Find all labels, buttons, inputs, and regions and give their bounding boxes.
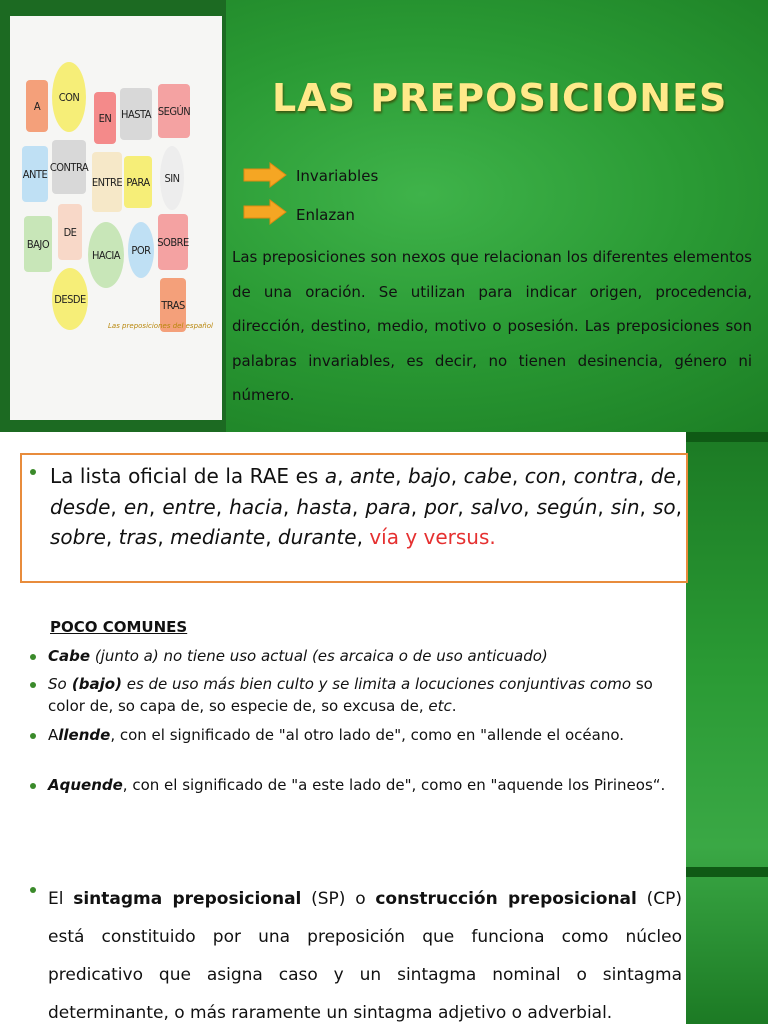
rae-preposition: por — [424, 494, 458, 519]
bullet-dot — [30, 887, 36, 893]
word-en: EN — [94, 92, 116, 144]
bullet-dot — [30, 682, 36, 688]
rae-list-text: La lista oficial de la RAE es a, ante, bajo, cabe, con, contra, de, desde, en, entre, hacia, hasta, para, por, salvo, según, sin, so, sobre, tras, mediante, durante, vía y versus. — [50, 464, 683, 549]
word-desde: DESDE — [52, 268, 88, 330]
rae-preposition: cabe — [463, 464, 512, 488]
bullet-dot — [30, 733, 36, 739]
item-keyword-initial: A — [48, 726, 59, 744]
word-para: PARA — [124, 156, 152, 208]
word-entre: ENTRE — [92, 152, 122, 212]
rae-preposition: de — [650, 464, 676, 488]
sint-rest: (CP) está constituido por una preposición que funciona como núcleo predicativo que asigna caso y un sintagma nominal o sintagma determinante, o más raramente un sintagma adjetivo o adverbial. — [48, 889, 683, 1023]
word-ante: ANTE — [22, 146, 48, 202]
rae-preposition: a — [324, 464, 338, 488]
item-desc: es de uso más bien culto y se limita a locuciones conjuntivas — [121, 675, 590, 693]
word-hacia: HACIA — [88, 222, 124, 288]
word-bajo: BAJO — [24, 216, 52, 272]
rae-preposition: para — [365, 494, 411, 519]
sintagma-paragraph — [48, 880, 682, 1032]
rae-preposition: salvo — [470, 494, 524, 519]
item-keyword: Aquende — [48, 776, 123, 794]
item-keyword-bajo: (bajo) — [66, 675, 122, 693]
rae-preposition: en — [123, 494, 149, 519]
rae-preposition: hasta — [296, 494, 352, 519]
rae-preposition: sobre — [50, 525, 106, 549]
rae-preposition: según — [536, 494, 598, 519]
rae-preposition: mediante — [170, 525, 266, 549]
rae-preposition: desde — [50, 494, 111, 519]
intro-paragraph: Las preposiciones son nexos que relacionan los diferentes elementos de una oración. Se utilizan para indicar origen, procedencia, dirección, destino, medio, motivo o posesión. Las preposiciones son palabras invariables, es decir, no tienen desinencia, género ni número. — [232, 248, 752, 404]
item-keyword: So — [48, 675, 67, 693]
top-slide — [0, 0, 768, 432]
image-caption: Las preposiciones del español — [108, 322, 213, 330]
sint-abbr: (SP) o — [301, 889, 376, 909]
item-desc: , con el significado de "a este lado de", como en "aquende los Pirineos“. — [122, 776, 666, 794]
rae-preposition: durante — [277, 525, 357, 549]
word-sin: SIN — [160, 146, 184, 210]
item-keyword: llende — [58, 726, 111, 744]
item-desc: (junto a) no tiene uso actual (es arcaica o de uso anticuado) — [90, 647, 548, 665]
sint-el: El — [48, 889, 74, 909]
prepositions-image — [10, 16, 222, 420]
word-tras: TRAS — [160, 278, 186, 332]
item-desc-examples: so color de, so capa de, so especie de, so excusa de, — [48, 675, 653, 715]
rae-suffix-red: vía y versus. — [369, 525, 496, 549]
rae-prefix: La lista oficial de la RAE es — [50, 464, 325, 488]
word-a: A — [26, 80, 48, 132]
word-por: POR — [128, 222, 154, 278]
word-sobre: SOBRE — [158, 214, 188, 270]
arrow-icon — [242, 199, 288, 225]
rae-preposition: ante — [349, 464, 396, 488]
item-keyword: Cabe — [48, 647, 91, 665]
word-de: DE — [58, 204, 82, 260]
rae-preposition: entre — [162, 494, 216, 519]
item-cabe — [48, 645, 666, 667]
arrow-icon — [242, 162, 288, 188]
bullet-dot — [30, 654, 36, 660]
rae-preposition: hacia — [229, 494, 283, 519]
rae-preposition: contra — [573, 464, 638, 488]
rae-preposition: so — [653, 494, 676, 519]
item-allende — [48, 724, 666, 746]
bullet-invariables: Invariables — [296, 167, 379, 185]
word-hasta: HASTA — [120, 88, 152, 140]
item-so: So (bajo) es de uso más bien culto y se limita a locuciones conjuntivas como so color de, so capa de, so especie de, so excusa de, etc. — [48, 675, 653, 715]
rae-preposition: sin — [610, 494, 640, 519]
page-title: LAS PREPOSICIONES — [272, 76, 728, 120]
item-desc: , con el significado de "al otro lado de", como en "allende el océano. — [110, 726, 625, 744]
word-segun: SEGÚN — [158, 84, 190, 138]
item-aquende — [48, 774, 666, 796]
word-contra: CONTRA — [52, 140, 86, 194]
decorative-side-strip — [686, 432, 768, 1024]
bullet-enlazan: Enlazan — [296, 206, 355, 224]
rae-preposition: con — [524, 464, 561, 488]
rae-preposition: bajo — [407, 464, 451, 488]
rae-preposition: tras — [118, 525, 158, 549]
bullet-dot — [30, 469, 36, 475]
section-heading-poco-comunes: POCO COMUNES — [50, 618, 188, 636]
sint-term-sp: sintagma preposicional — [73, 889, 302, 909]
rae-list-box — [20, 453, 688, 583]
bullet-dot — [30, 783, 36, 789]
sint-term-cp: construcción preposicional — [375, 889, 637, 909]
item-desc-como: como — [589, 675, 632, 693]
item-desc-etc: etc — [428, 697, 452, 715]
word-con: CON — [52, 62, 86, 132]
